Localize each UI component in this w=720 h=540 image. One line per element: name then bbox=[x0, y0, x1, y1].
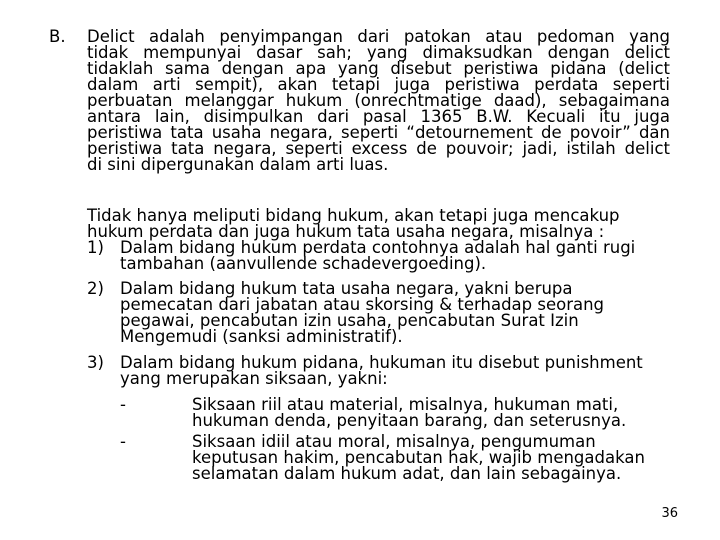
paragraph-line: tidaklah sama dengan apa yang disebut peristiwa pidana (delict bbox=[87, 59, 670, 78]
paragraph-line: peristiwa tata negara, seperti excess de pouvoir; jadi, istilah delict bbox=[87, 139, 670, 158]
page-number: 36 bbox=[661, 506, 678, 521]
list-item-line: Mengemudi (sanksi administratif). bbox=[120, 327, 403, 346]
list-number: 3) bbox=[87, 353, 104, 372]
list-item-line: pemecatan dari jabatan atau skorsing & terhadap seorang bbox=[120, 295, 605, 314]
intro-line: hukum perdata dan juga hukum tata usaha negara, misalnya : bbox=[87, 222, 605, 241]
sub-item-line: selamatan dalam hukum adat, dan lain sebagainya. bbox=[192, 464, 622, 483]
paragraph-line: Delict adalah penyimpangan dari patokan atau pedoman yang bbox=[87, 27, 670, 46]
section-marker: B. bbox=[49, 27, 66, 46]
list-item-line: yang merupakan siksaan, yakni: bbox=[120, 369, 388, 388]
list-number: 1) bbox=[87, 238, 104, 257]
list-item-line: Dalam bidang hukum perdata contohnya adalah hal ganti rugi bbox=[120, 238, 636, 257]
sub-item-dash: - bbox=[120, 432, 126, 451]
sub-item-dash: - bbox=[120, 395, 126, 414]
paragraph-line: dalam arti sempit), akan tetapi juga peristiwa perdata seperti bbox=[87, 75, 670, 94]
list-item-line: Dalam bidang hukum tata usaha negara, yakni berupa bbox=[120, 279, 573, 298]
paragraph-line: tidak mempunyai dasar sah; yang dimaksudkan dengan delict bbox=[87, 43, 670, 62]
paragraph-line: peristiwa tata usaha negara, seperti “detournement de povoir” dan bbox=[87, 123, 670, 142]
list-number: 2) bbox=[87, 279, 104, 298]
list-item-line: pegawai, pencabutan izin usaha, pencabutan Surat Izin bbox=[120, 311, 579, 330]
sub-item-line: keputusan hakim, pencabutan hak, wajib mengadakan bbox=[192, 448, 645, 467]
list-item-line: Dalam bidang hukum pidana, hukuman itu disebut punishment bbox=[120, 353, 643, 372]
paragraph-line: antara lain, disimpulkan dari pasal 1365 B.W. Kecuali itu juga bbox=[87, 107, 670, 126]
intro-line: Tidak hanya meliputi bidang hukum, akan tetapi juga mencakup bbox=[87, 206, 620, 225]
list-item-line: tambahan (aanvullende schadevergoeding). bbox=[120, 254, 487, 273]
sub-item-line: Siksaan riil atau material, misalnya, hukuman mati, bbox=[192, 395, 619, 414]
sub-item-line: hukuman denda, penyitaan barang, dan seterusnya. bbox=[192, 411, 627, 430]
paragraph-line: di sini dipergunakan dalam arti luas. bbox=[87, 155, 389, 174]
sub-item-line: Siksaan idiil atau moral, misalnya, pengumuman bbox=[192, 432, 596, 451]
paragraph-line: perbuatan melanggar hukum (onrechtmatige daad), sebagaimana bbox=[87, 91, 670, 110]
